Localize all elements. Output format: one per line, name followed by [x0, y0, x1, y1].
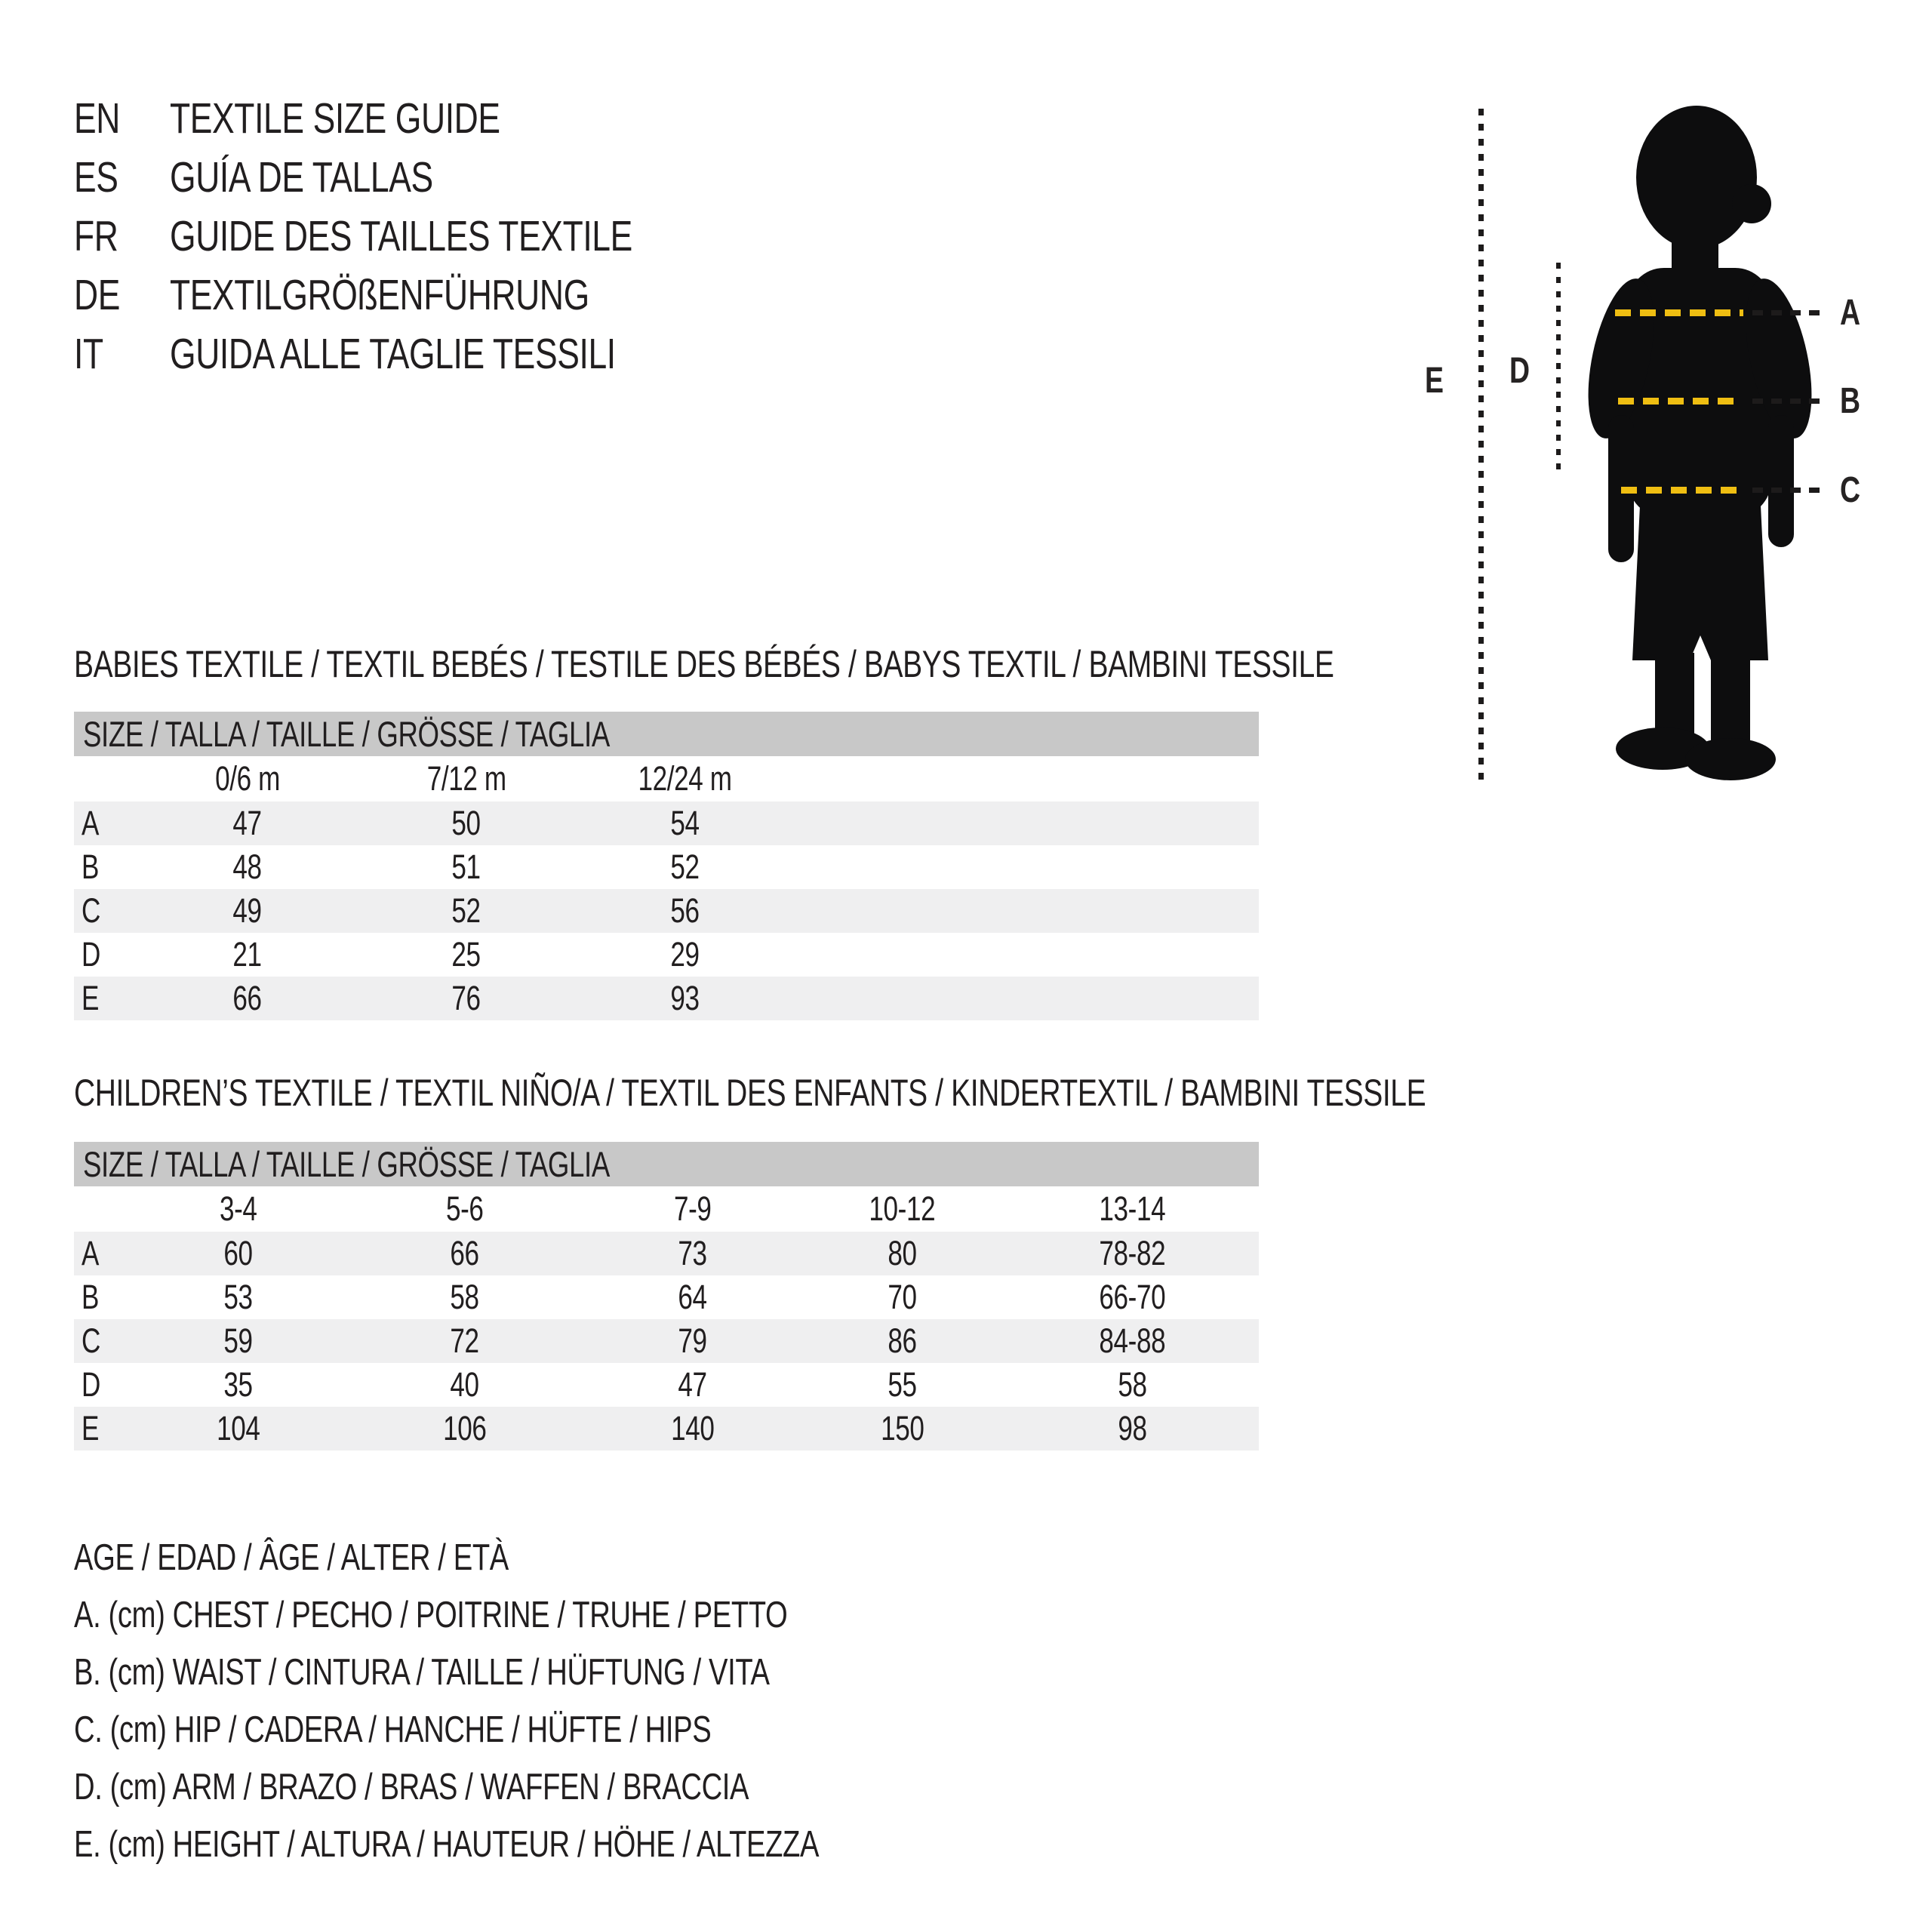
waist-line-leader-B — [1752, 398, 1824, 404]
table-cell: 52 — [670, 848, 700, 886]
row-label: A — [82, 1234, 100, 1272]
legend-hip-line: C. (cm) HIP / CADERA / HANCHE / HÜFTE / HIPS — [74, 1709, 712, 1750]
column-header: 10-12 — [869, 1189, 936, 1228]
figure-label-height-E: E — [1425, 361, 1444, 401]
guide-title-fr: GUIDE DES TAILLES TEXTILE — [170, 212, 632, 260]
babies-size-header-bar — [74, 712, 1259, 756]
legend-height-line: E. (cm) HEIGHT / ALTURA / HAUTEUR / HÖHE / ALTEZZA — [74, 1824, 820, 1865]
language-code: EN — [74, 94, 120, 143]
table-cell: 25 — [451, 935, 481, 974]
legend-waist-line: B. (cm) WAIST / CINTURA / TAILLE / HÜFTUNG / VITA — [74, 1652, 770, 1693]
row-label: C — [82, 1321, 100, 1360]
language-row-de — [74, 266, 763, 325]
table-cell: 50 — [451, 804, 481, 842]
table-cell: 40 — [450, 1365, 479, 1404]
table-cell: 47 — [678, 1365, 708, 1404]
table-cell: 29 — [670, 935, 700, 974]
row-label: A — [82, 804, 100, 842]
table-cell: 84-88 — [1099, 1321, 1166, 1360]
table-cell: 58 — [1118, 1365, 1147, 1404]
babies-size-table — [74, 712, 1259, 1020]
table-cell: 140 — [671, 1409, 715, 1447]
table-cell: 54 — [670, 804, 700, 842]
table-cell: 76 — [451, 979, 481, 1017]
hip-line-yellow-C — [1621, 487, 1742, 494]
guide-title-it: GUIDA ALLE TAGLIE TESSILI — [170, 330, 616, 378]
table-cell: 66-70 — [1099, 1278, 1166, 1316]
table-cell: 48 — [232, 848, 263, 886]
children-size-header-bar — [74, 1142, 1259, 1186]
column-header: 7/12 m — [426, 759, 506, 798]
table-cell: 56 — [670, 891, 700, 930]
row-label: B — [82, 1278, 100, 1316]
table-row — [74, 1319, 1259, 1363]
column-header: 7-9 — [674, 1189, 712, 1228]
table-cell: 60 — [223, 1234, 253, 1272]
hip-line-leader-C — [1752, 488, 1824, 493]
column-header: 12/24 m — [638, 759, 733, 798]
chest-line-yellow-A — [1615, 309, 1743, 316]
table-cell: 66 — [450, 1234, 479, 1272]
table-row — [74, 889, 1259, 933]
language-row-en — [74, 89, 763, 148]
table-cell: 79 — [678, 1321, 708, 1360]
legend-chest-line: A. (cm) CHEST / PECHO / POITRINE / TRUHE / PETTO — [74, 1595, 788, 1635]
legend-age-line: AGE / EDAD / ÂGE / ALTER / ETÀ — [74, 1537, 509, 1578]
figure-label-chest-A: A — [1840, 293, 1860, 333]
waist-line-yellow-B — [1618, 398, 1742, 405]
children-size-table — [74, 1142, 1259, 1451]
language-code: DE — [74, 271, 120, 319]
table-row — [74, 1407, 1259, 1451]
column-header: 3-4 — [219, 1189, 257, 1228]
children-section-heading: CHILDREN’S TEXTILE / TEXTIL NIÑO/A / TEXTIL DES ENFANTS / KINDERTEXTIL / BAMBINI TESSILE — [74, 1072, 1426, 1114]
language-row-fr — [74, 207, 763, 266]
language-row-es — [74, 148, 763, 207]
figure-label-waist-B: B — [1840, 381, 1860, 421]
table-cell: 21 — [232, 935, 263, 974]
guide-title-de: TEXTILGRÖßENFÜHRUNG — [170, 271, 589, 319]
table-cell: 104 — [216, 1409, 260, 1447]
table-cell: 93 — [670, 979, 700, 1017]
row-label: B — [82, 848, 100, 886]
table-cell: 47 — [232, 804, 263, 842]
table-cell: 66 — [232, 979, 263, 1017]
column-header: 13-14 — [1099, 1189, 1166, 1228]
table-cell: 55 — [888, 1365, 917, 1404]
legend-arm-line: D. (cm) ARM / BRAZO / BRAS / WAFFEN / BRACCIA — [74, 1767, 749, 1807]
measurement-legend — [74, 1529, 1029, 1873]
row-label: E — [82, 1409, 100, 1447]
size-header-label: SIZE / TALLA / TAILLE / GRÖSSE / TAGLIA — [83, 714, 610, 754]
table-cell: 58 — [450, 1278, 479, 1316]
table-cell: 52 — [451, 891, 481, 930]
arm-measure-dotted-line-D — [1556, 263, 1561, 475]
figure-label-arm-D: D — [1509, 351, 1530, 391]
table-cell: 64 — [678, 1278, 708, 1316]
table-cell: 73 — [678, 1234, 708, 1272]
table-cell: 53 — [223, 1278, 253, 1316]
babies-section-heading: BABIES TEXTILE / TEXTIL BEBÉS / TESTILE DES BÉBÉS / BABYS TEXTIL / BAMBINI TESSILE — [74, 643, 1334, 685]
babies-column-header-row — [74, 756, 1259, 801]
table-cell: 106 — [442, 1409, 487, 1447]
table-row — [74, 1275, 1259, 1319]
table-cell: 49 — [232, 891, 263, 930]
children-column-header-row — [74, 1186, 1259, 1232]
row-label: D — [82, 935, 100, 974]
language-code: ES — [74, 153, 118, 202]
table-row — [74, 977, 1259, 1020]
table-cell: 80 — [888, 1234, 917, 1272]
table-cell: 59 — [223, 1321, 253, 1360]
table-cell: 35 — [223, 1365, 253, 1404]
column-header: 5-6 — [445, 1189, 484, 1228]
table-cell: 98 — [1118, 1409, 1147, 1447]
table-row — [74, 801, 1259, 845]
row-label: E — [82, 979, 100, 1017]
guide-title-es: GUÍA DE TALLAS — [170, 153, 433, 202]
table-row — [74, 933, 1259, 977]
column-header: 0/6 m — [215, 759, 280, 798]
table-cell: 150 — [880, 1409, 924, 1447]
guide-title-en: TEXTILE SIZE GUIDE — [170, 94, 500, 143]
table-row — [74, 1363, 1259, 1407]
row-label: D — [82, 1365, 100, 1404]
table-row — [74, 845, 1259, 889]
table-cell: 86 — [888, 1321, 917, 1360]
size-header-label: SIZE / TALLA / TAILLE / GRÖSSE / TAGLIA — [83, 1144, 610, 1184]
language-code: FR — [74, 212, 118, 260]
table-cell: 51 — [451, 848, 481, 886]
language-code: IT — [74, 330, 103, 378]
language-title-list — [74, 89, 763, 383]
chest-line-leader-A — [1752, 310, 1824, 315]
language-row-it — [74, 325, 763, 383]
table-row — [74, 1232, 1259, 1275]
row-label: C — [82, 891, 100, 930]
figure-label-hip-C: C — [1840, 470, 1860, 510]
table-cell: 78-82 — [1099, 1234, 1166, 1272]
table-cell: 72 — [450, 1321, 479, 1360]
table-cell: 70 — [888, 1278, 917, 1316]
